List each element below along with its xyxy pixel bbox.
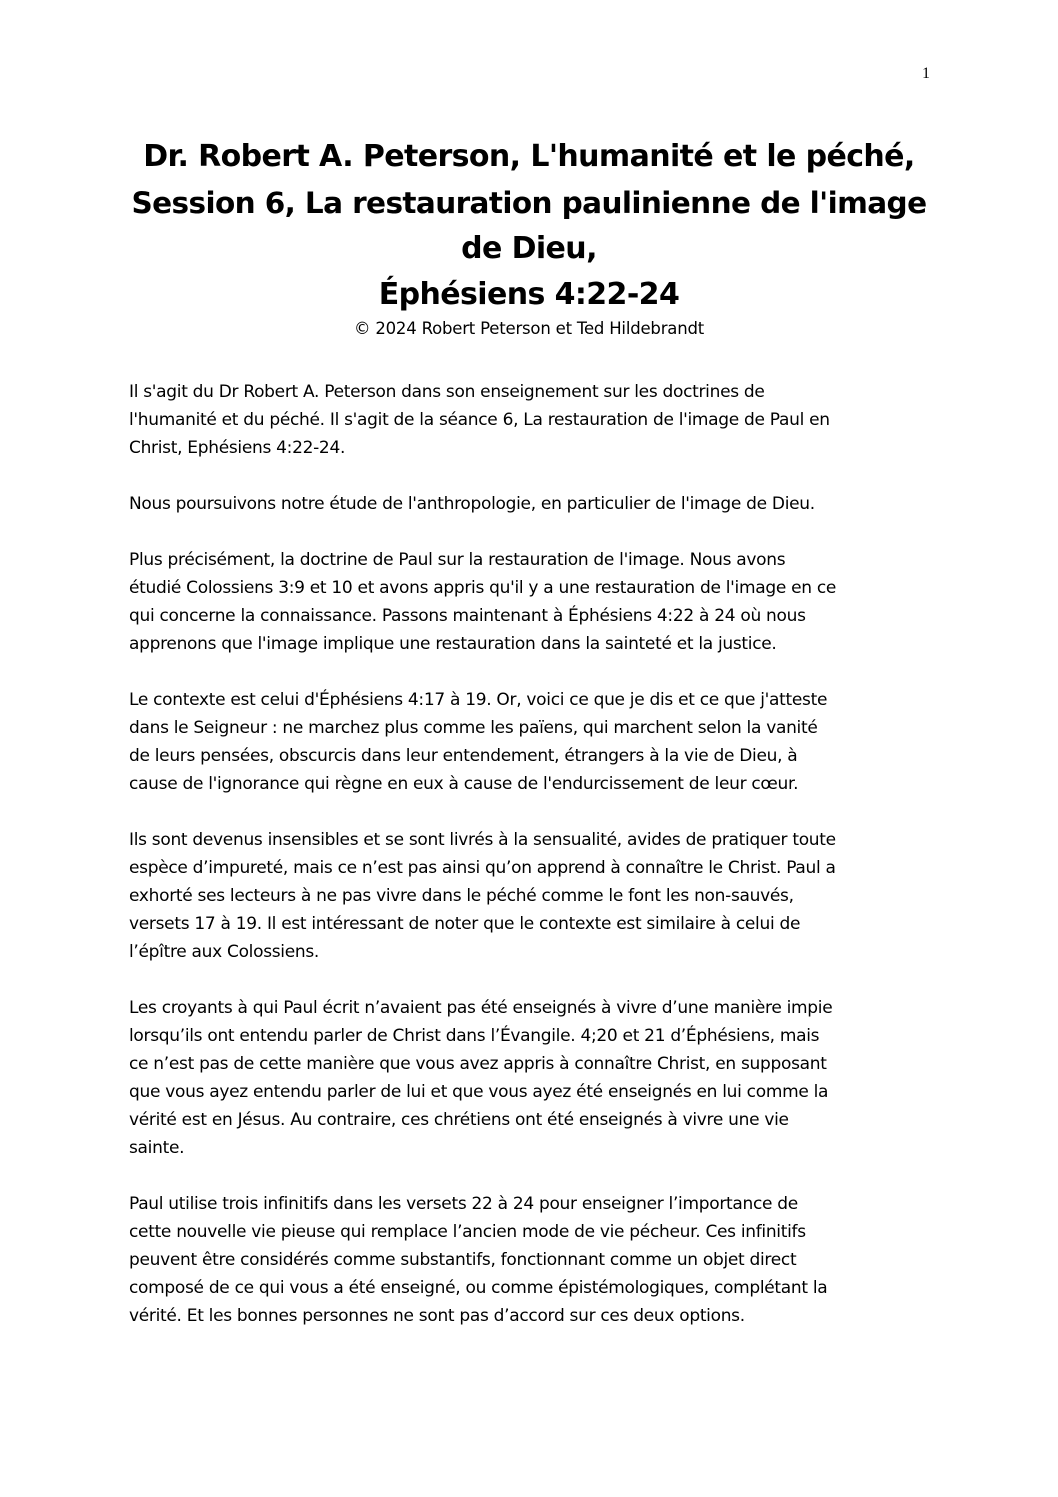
paragraph-line: Nous poursuivons notre étude de l'anthropologie, en particulier de l'image de Dieu. [129,494,815,514]
paragraph-line: ce n’est pas de cette manière que vous avez appris à connaître Christ, en supposant [129,1054,827,1074]
title-line: Éphésiens 4:22-24 [378,277,680,312]
paragraph-line: exhorté ses lecteurs à ne pas vivre dans le péché comme le font les non-sauvés, [129,886,794,906]
paragraph [129,1190,929,1330]
paragraph-line: cause de l'ignorance qui règne en eux à cause de l'endurcissement de leur cœur. [129,774,799,794]
paragraph-line: dans le Seigneur : ne marchez plus comme les païens, qui marchent selon la vanité [129,718,818,738]
paragraph-line: que vous ayez entendu parler de lui et que vous ayez été enseignés en lui comme la [129,1082,829,1102]
paragraph-line: peuvent être considérés comme substantifs, fonctionnant comme un objet direct [129,1250,797,1270]
paragraph-line: Ils sont devenus insensibles et se sont livrés à la sensualité, avides de pratiquer toute [129,830,836,850]
paragraph-line: vérité. Et les bonnes personnes ne sont pas d’accord sur ces deux options. [129,1306,745,1326]
paragraph-line: versets 17 à 19. Il est intéressant de noter que le contexte est similaire à celui de [129,914,801,934]
paragraph [129,686,929,798]
paragraph [129,490,929,518]
document-content [129,134,929,1358]
paragraph-line: cette nouvelle vie pieuse qui remplace l’ancien mode de vie pécheur. Ces infinitifs [129,1222,806,1242]
paragraph-line: lorsqu’ils ont entendu parler de Christ dans l’Évangile. 4;20 et 21 d’Éphésiens, mais [129,1026,820,1046]
paragraph-line: Le contexte est celui d'Éphésiens 4:17 à 19. Or, voici ce que je dis et ce que j'atteste [129,690,828,710]
document-title [129,134,929,318]
page-number: 1 [922,65,930,82]
title-line: de Dieu, [461,231,597,266]
paragraph-line: Il s'agit du Dr Robert A. Peterson dans son enseignement sur les doctrines de [129,382,765,402]
paragraph-line: de leurs pensées, obscurcis dans leur entendement, étrangers à la vie de Dieu, à [129,746,798,766]
paragraph-line: apprenons que l'image implique une restauration dans la sainteté et la justice. [129,634,777,654]
paragraph-line: étudié Colossiens 3:9 et 10 et avons appris qu'il y a une restauration de l'image en ce [129,578,837,598]
paragraph [129,546,929,658]
title-line: Dr. Robert A. Peterson, L'humanité et le péché, [143,139,915,174]
copyright-notice: © 2024 Robert Peterson et Ted Hildebrandt [353,319,704,338]
paragraph-line: Christ, Ephésiens 4:22-24. [129,438,346,458]
paragraph-line: Paul utilise trois infinitifs dans les versets 22 à 24 pour enseigner l’importance de [129,1194,798,1214]
title-line: Session 6, La restauration paulinienne de l'image [131,186,927,220]
paragraph-line: composé de ce qui vous a été enseigné, ou comme épistémologiques, complétant la [129,1278,828,1298]
paragraph-line: qui concerne la connaissance. Passons maintenant à Éphésiens 4:22 à 24 où nous [129,606,806,626]
paragraph [129,994,929,1162]
paragraph-line: vérité est en Jésus. Au contraire, ces chrétiens ont été enseignés à vivre une vie [129,1110,789,1130]
paragraph-line: espèce d’impureté, mais ce n’est pas ainsi qu’on apprend à connaître le Christ. Paul a [129,858,836,878]
paragraph-line: l'humanité et du péché. Il s'agit de la séance 6, La restauration de l'image de Paul en [129,410,830,430]
body-text [129,378,929,1330]
paragraph [129,378,929,462]
paragraph-line: l’épître aux Colossiens. [129,942,320,962]
paragraph [129,826,929,966]
paragraph-line: Plus précisément, la doctrine de Paul sur la restauration de l'image. Nous avons [129,550,786,570]
paragraph-line: Les croyants à qui Paul écrit n’avaient pas été enseignés à vivre d’une manière impie [129,998,833,1018]
paragraph-line: sainte. [129,1138,185,1158]
